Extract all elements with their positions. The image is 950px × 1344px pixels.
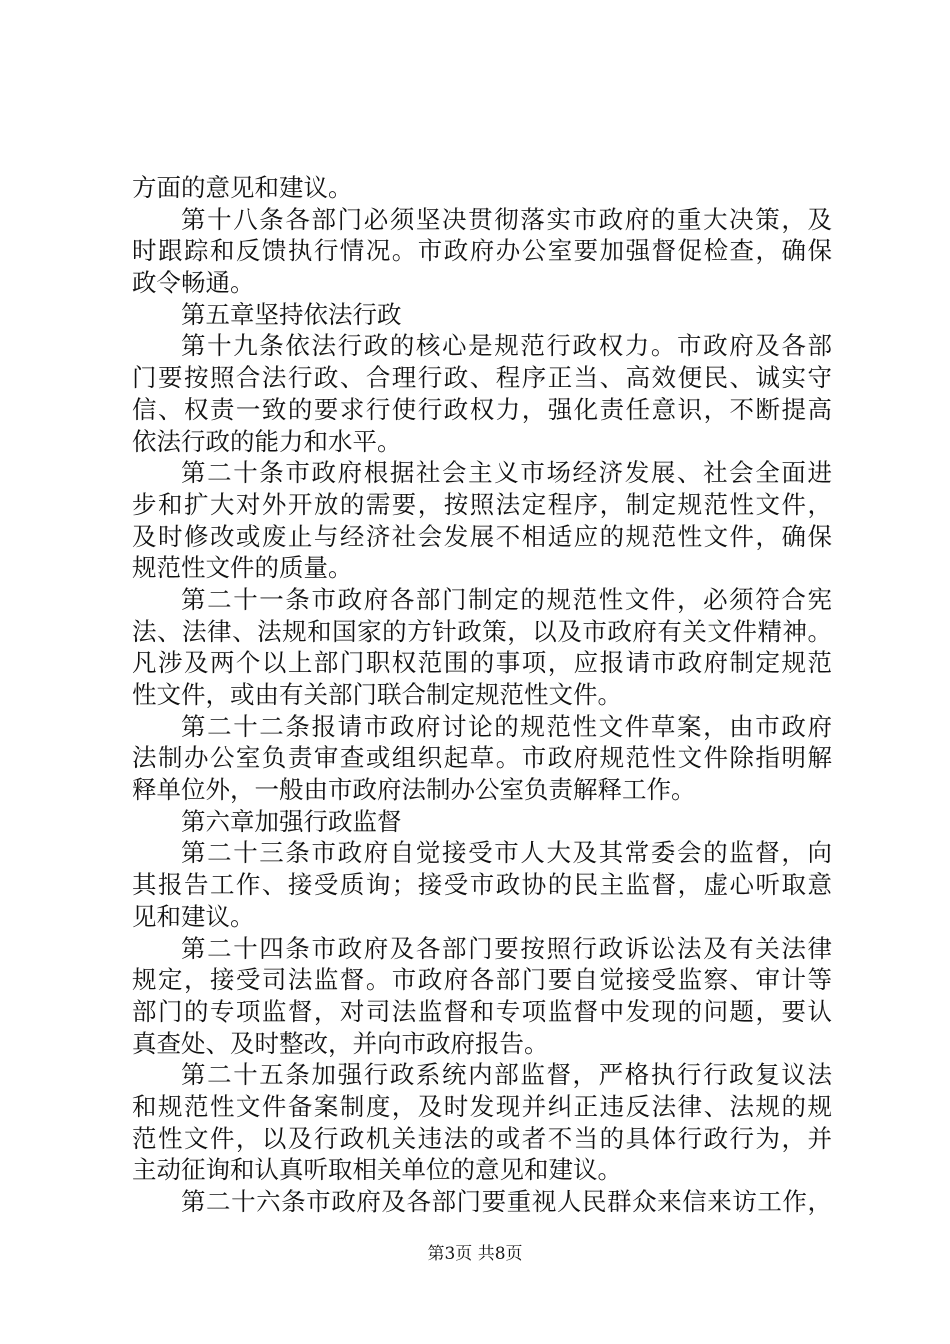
text-line: 第二十条市政府根据社会主义市场经济发展、社会全面进 [181, 458, 832, 488]
text-line: 第十九条依法行政的核心是规范行政权力。市政府及各部 [181, 331, 832, 361]
text-line: 第十八条各部门必须坚决贯彻落实市政府的重大决策，及 [181, 204, 832, 234]
text-line: 步和扩大对外开放的需要，按照法定程序，制定规范性文件， [132, 489, 832, 519]
document-body [132, 172, 832, 1218]
text-line: 真查处、及时整改，并向市政府报告。 [132, 1028, 549, 1058]
text-line: 门要按照合法行政、合理行政、程序正当、高效便民、诚实守 [132, 363, 832, 393]
text-line: 依法行政的能力和水平。 [132, 426, 402, 456]
text-line: 释单位外，一般由市政府法制办公室负责解释工作。 [132, 775, 696, 805]
text-line: 及时修改或废止与经济社会发展不相适应的规范性文件，确保 [132, 521, 832, 551]
text-line: 政令畅通。 [132, 268, 255, 298]
text-line: 第二十三条市政府自觉接受市人大及其常委会的监督，向 [181, 838, 832, 868]
text-line: 第二十一条市政府各部门制定的规范性文件，必须符合宪 [181, 584, 832, 614]
page-number-footer: 第3页 共8页 [427, 1244, 523, 1264]
text-line: 其报告工作、接受质询；接受市政协的民主监督，虚心听取意 [132, 870, 832, 900]
text-line: 第二十五条加强行政系统内部监督，严格执行行政复议法 [181, 1060, 832, 1090]
text-line: 法、法律、法规和国家的方针政策，以及市政府有关文件精神。 [132, 616, 832, 646]
text-line: 主动征询和认真听取相关单位的意见和建议。 [132, 1155, 622, 1185]
text-line: 第二十六条市政府及各部门要重视人民群众来信来访工作， [181, 1187, 832, 1216]
text-line: 范性文件，以及行政机关违法的或者不当的具体行政行为，并 [132, 1123, 832, 1153]
text-line: 规范性文件的质量。 [132, 553, 353, 583]
text-line: 和规范性文件备案制度，及时发现并纠正违反法律、法规的规 [132, 1091, 832, 1121]
text-line: 凡涉及两个以上部门职权范围的事项，应报请市政府制定规范 [132, 648, 832, 678]
text-line: 第二十四条市政府及各部门要按照行政诉讼法及有关法律 [181, 933, 832, 963]
text-line: 部门的专项监督，对司法监督和专项监督中发现的问题，要认 [132, 996, 832, 1026]
text-line: 规定，接受司法监督。市政府各部门要自觉接受监察、审计等 [132, 965, 832, 995]
chapter-heading: 第五章坚持依法行政 [181, 299, 402, 329]
text-line: 法制办公室负责审查或组织起草。市政府规范性文件除指明解 [132, 743, 832, 773]
chapter-heading: 第六章加强行政监督 [181, 806, 402, 836]
text-line: 时跟踪和反馈执行情况。市政府办公室要加强督促检查，确保 [132, 236, 832, 266]
text-line: 信、权责一致的要求行使行政权力，强化责任意识，不断提高 [132, 394, 832, 424]
text-line: 见和建议。 [132, 901, 255, 931]
text-line: 性文件，或由有关部门联合制定规范性文件。 [132, 680, 622, 709]
text-line: 方面的意见和建议。 [132, 173, 353, 202]
text-line: 第二十二条报请市政府讨论的规范性文件草案，由市政府 [181, 711, 832, 741]
